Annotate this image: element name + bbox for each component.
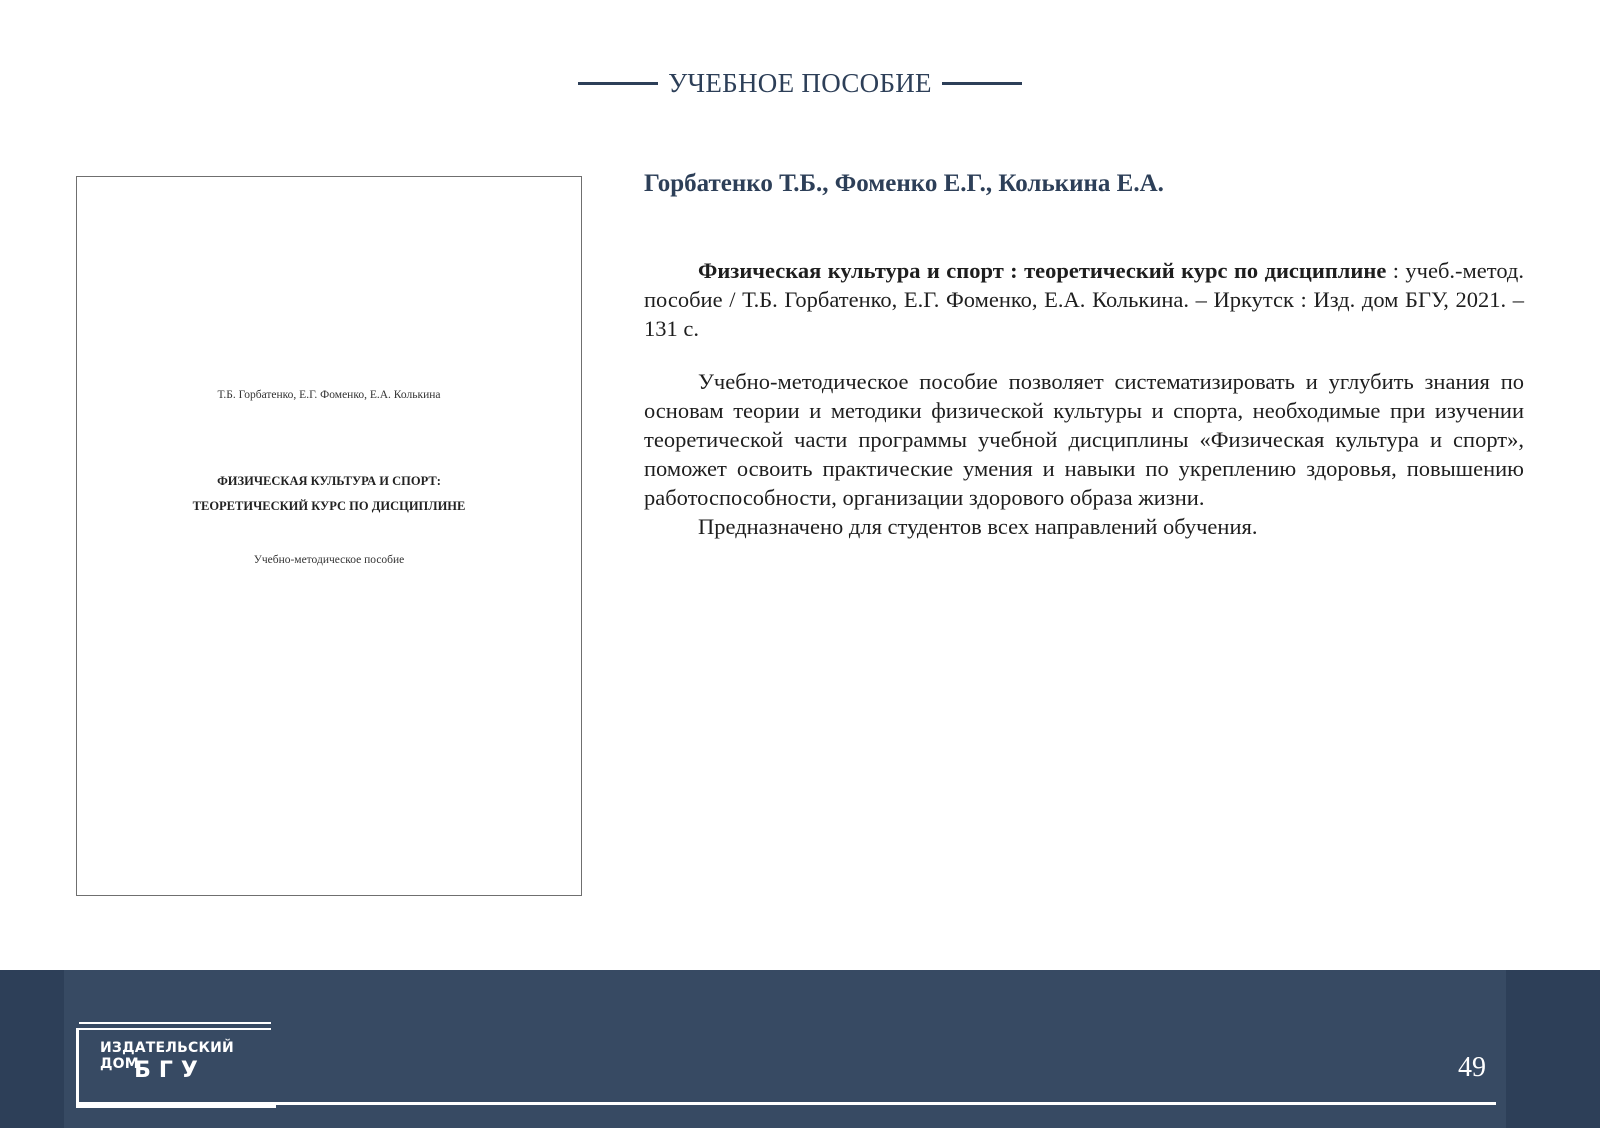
header-rule-right xyxy=(942,82,1022,85)
bibliographic-entry xyxy=(644,256,1524,343)
cover-title-line1: ФИЗИЧЕСКАЯ КУЛЬТУРА И СПОРТ: xyxy=(217,474,441,488)
logo-book-line xyxy=(79,1022,271,1024)
cover-title-line2: ТЕОРЕТИЧЕСКИЙ КУРС ПО ДИСЦИПЛИНЕ xyxy=(192,499,466,513)
book-cover xyxy=(76,176,582,896)
audience-paragraph: Предназначено для студентов всех направлений обучения. xyxy=(698,514,1258,539)
header-rule-left xyxy=(578,82,658,85)
biblio-details: : учеб.-метод. пособие / Т.Б. Горбатенко, Е.Г. Фоменко, Е.А. Колькина. – Иркутск : Изд. дом БГУ, 2021. – 131 с. xyxy=(644,258,1524,341)
footer-bar xyxy=(0,970,1600,1128)
cover-subtitle: Учебно-методическое пособие xyxy=(253,554,405,566)
page-number: 49 xyxy=(1458,1052,1486,1083)
footer-inner xyxy=(64,970,1506,1128)
section-title: УЧЕБНОЕ ПОСОБИЕ xyxy=(668,68,932,98)
cover-title xyxy=(77,469,581,519)
abstract-paragraph: Учебно-методическое пособие позволяет систематизировать и углубить знания по основам теории и методики физической культуры и спорта, необходимые при изучении теоретической части программы учебной дисциплины «Физическая культура и спорт», поможет освоить практические умения и навыки по укреплению здоровья, повышению работоспособности, организации здорового образа жизни. xyxy=(644,369,1524,510)
logo-text-line2: БГУ xyxy=(134,1058,206,1083)
logo-text-line1: ИЗДАТЕЛЬСКИЙ ДОМ xyxy=(100,1040,234,1072)
authors-heading: Горбатенко Т.Б., Фоменко Е.Г., Колькина Е.А. xyxy=(644,170,1164,197)
abstract xyxy=(644,367,1524,541)
book-info xyxy=(644,170,1524,541)
publisher-logo xyxy=(76,1020,276,1108)
footer-rule xyxy=(76,1102,1496,1105)
section-header xyxy=(0,68,1600,99)
biblio-title: Физическая культура и спорт : теоретический курс по дисциплине xyxy=(698,258,1387,283)
cover-authors: Т.Б. Горбатенко, Е.Г. Фоменко, Е.А. Колькина xyxy=(217,389,441,401)
